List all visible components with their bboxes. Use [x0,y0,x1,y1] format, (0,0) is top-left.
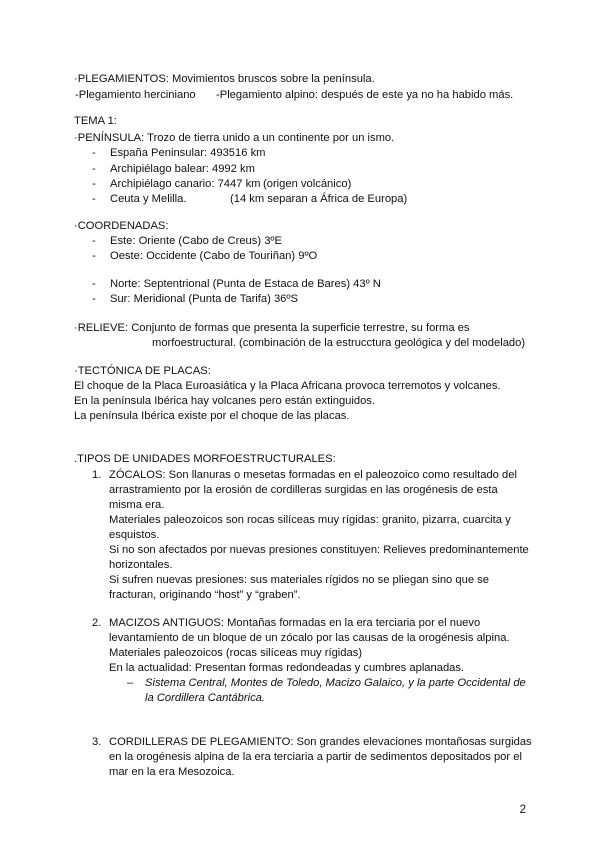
text-line: Si sufren nuevas presiones: sus materiales rígidos no se pliegan sino que se [109,574,489,586]
text-line: levantamiento de un bloque de un zócalo por las causas de la orogénesis alpina. [109,632,510,644]
bullet-dash: - [92,250,96,262]
text-line: Oeste: Occidente (Cabo de Touriñan) 9ºO [110,250,318,262]
list-number: 1. [92,469,102,481]
text-line: CORDILLERAS DE PLEGAMIENTO: Son grandes elevaciones montañosas surgidas [109,736,532,748]
text-line: misma era. [109,499,165,511]
page-number: 2 [519,804,526,816]
text-line: Norte: Septentrional (Punta de Estaca de Bares) 43º N [110,278,381,290]
text-line: En la actualidad: Presentan formas redondeadas y cumbres aplanadas. [109,662,465,674]
text-line: Si no son afectados por nuevas presiones constituyen: Relieves predominantemente [109,544,529,556]
text-line: La península Ibérica existe por el choque de las placas. [74,410,350,422]
text-line: ·COORDENADAS: [74,220,169,232]
list-number: 2. [92,617,102,629]
bullet-dash: - [92,293,96,305]
text-line: (origen volcánico) [263,178,352,190]
bullet-dash: - [92,235,96,247]
text-line: Materiales paleozoicos (rocas silíceas muy rígidas) [109,647,363,659]
text-line: horizontales. [109,559,173,571]
text-line: ·PENÍNSULA: Trozo de tierra unido a un continente por un ismo. [74,132,395,144]
list-number: 3. [92,736,102,748]
text-line: la Cordillera Cantábrica. [145,692,266,704]
text-line: morfoestructural. (combinación de la estrucctura geológica y del modelado) [152,337,526,349]
text-line: ·RELIEVE: Conjunto de formas que presenta la superficie terrestre, su forma es [74,322,470,334]
bullet-dash: - [92,163,96,175]
bullet-dash: – [127,677,134,689]
text-line: MACIZOS ANTIGUOS: Montañas formadas en la era terciaria por el nuevo [109,617,481,629]
text-line: Archipiélago canario: 7447 km [110,178,261,190]
bullet-dash: - [92,278,96,290]
text-line: mar en la era Mesozoica. [109,766,235,778]
bullet-dash: - [92,147,96,159]
text-line: Sur: Meridional (Punta de Tarifa) 36ºS [110,293,298,305]
text-line: .TIPOS DE UNIDADES MORFOESTRUCTURALES: [74,453,336,465]
text-line: arrastramiento por la erosión de cordilleras surgidas en las orogénesis de esta [109,484,498,496]
text-line: El choque de la Placa Euroasiática y la Placa Africana provoca terremotos y volcanes. [74,380,501,392]
text-line: España Peninsular: 493516 km [110,147,266,159]
bullet-dash: - [92,193,96,205]
text-line: ·TECTÓNICA DE PLACAS: [74,365,211,377]
text-line: -Plegamiento alpino: después de este ya no ha habido más. [216,89,514,101]
text-line: En la península Ibérica hay volcanes pero están extinguidos. [74,395,376,407]
text-line: en la orogénesis alpina de la era terciaria a partir de sedimentos depositados por el [109,751,522,763]
text-line: Sistema Central, Montes de Toledo, Macizo Galaico, y la parte Occidental de [145,677,526,689]
text-line: Este: Oriente (Cabo de Creus) 3ºE [110,235,282,247]
text-line: ZÓCALOS: Son llanuras o mesetas formadas en el paleozoico como resultado del [109,469,517,481]
text-line: esquistos. [109,529,160,541]
text-line: fracturan, originando “host” y “graben”. [109,589,301,601]
bullet-dash: - [92,178,96,190]
text-line: (14 km separan a África de Europa) [230,193,408,205]
text-line: Ceuta y Melilla. [110,193,187,205]
text-line: ·PLEGAMIENTOS: Movimientos bruscos sobre la península. [74,73,375,85]
text-line: -Plegamiento herciniano [75,89,196,101]
text-line: Archipiélago balear: 4992 km [110,163,255,175]
text-line: TEMA 1: [74,115,117,127]
text-line: Materiales paleozoicos son rocas silíceas muy rígidas: granito, pizarra, cuarcita y [109,514,511,526]
